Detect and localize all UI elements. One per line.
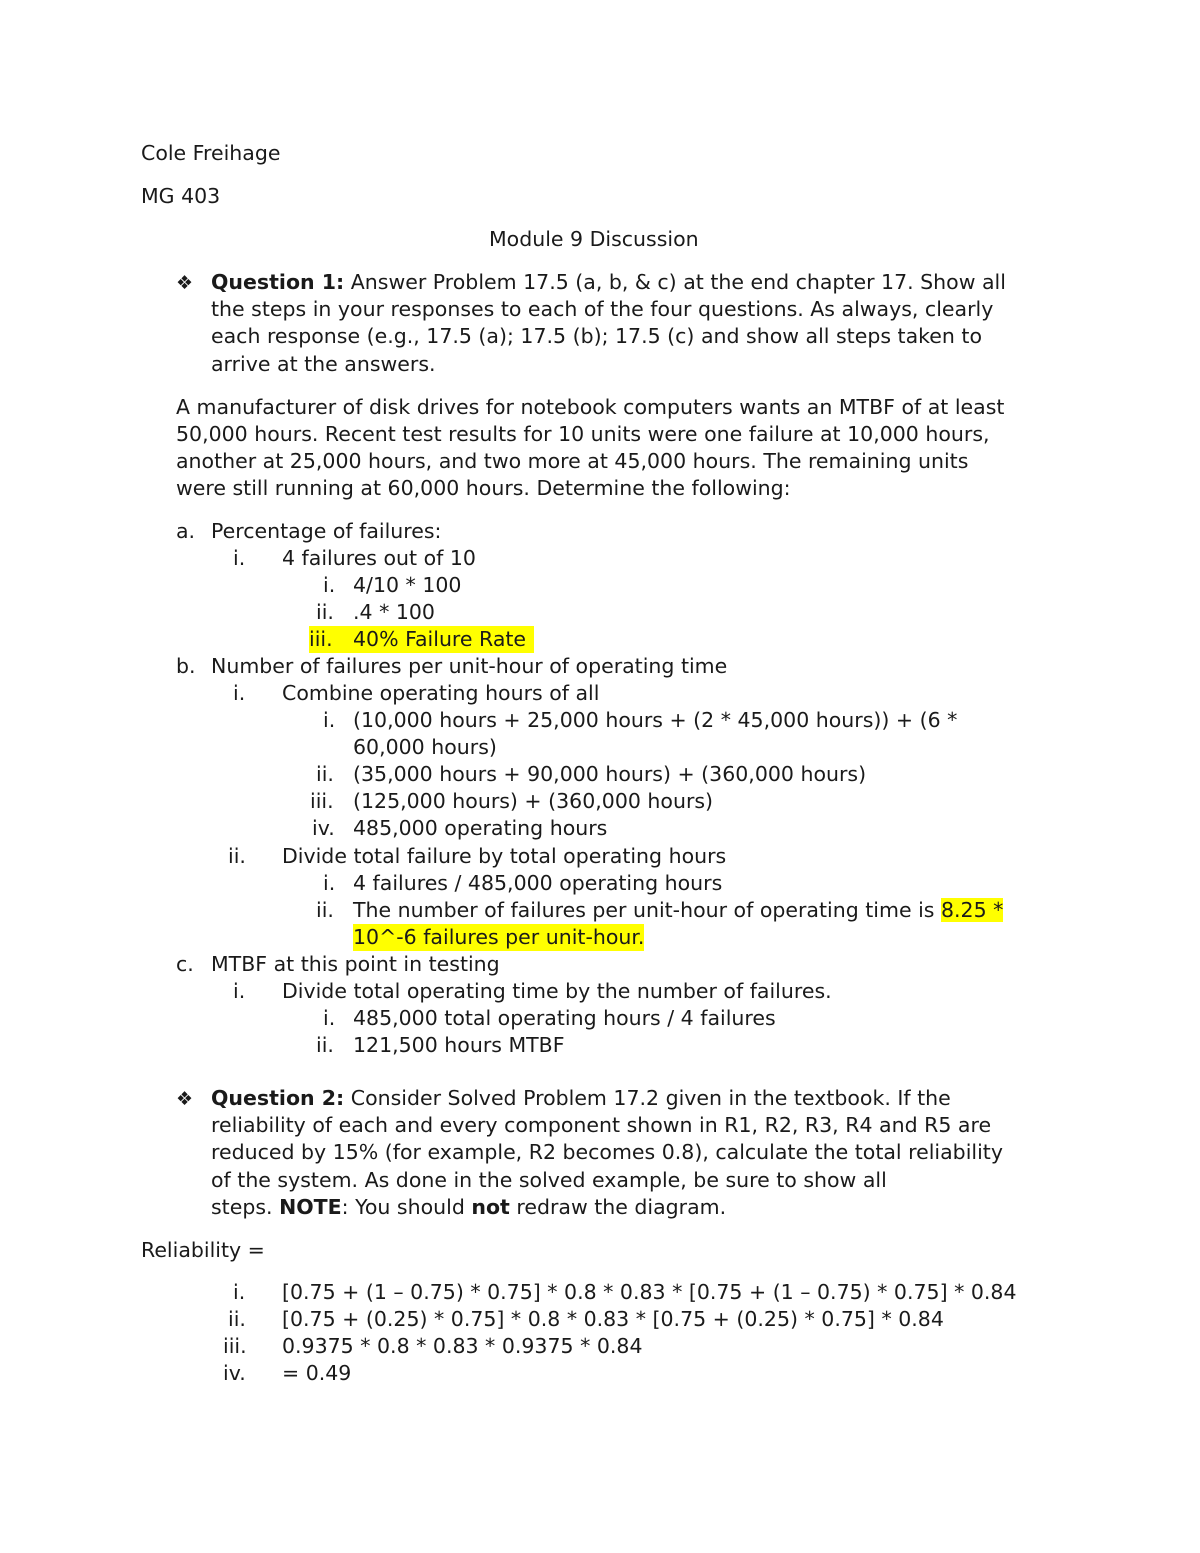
part-a-text: Percentage of failures: xyxy=(211,519,442,543)
part-b-step-text: (10,000 hours + 25,000 hours + (2 * 45,000 hours)) + (6 * xyxy=(353,708,958,732)
q1-prompt-line-1: Question 1: Answer Problem 17.5 (a, b, & c) at the end chapter 17. Show all xyxy=(211,270,1006,294)
q1-prompt-line-3: each response (e.g., 17.5 (a); 17.5 (b); 17.5 (c) and show all steps taken to xyxy=(211,324,982,348)
part-a-step-marker: ii. xyxy=(316,600,334,624)
author-name: Cole Freihage xyxy=(141,141,281,165)
part-b-step-marker: ii. xyxy=(316,762,334,786)
part-b-step-text: (125,000 hours) + (360,000 hours) xyxy=(353,789,714,813)
failure-rate-result xyxy=(309,626,534,653)
q2-line-1: Question 2: Consider Solved Problem 17.2 given in the textbook. If the xyxy=(211,1086,951,1110)
part-b-i-marker: i. xyxy=(233,681,246,705)
part-a-step-marker: i. xyxy=(323,573,336,597)
reliability-step-marker: ii. xyxy=(228,1307,246,1331)
q1-label: Question 1: xyxy=(211,270,345,294)
q2-line-2: reliability of each and every component shown in R1, R2, R3, R4 and R5 are xyxy=(211,1113,992,1137)
reliability-step-marker: iv. xyxy=(223,1361,246,1385)
part-b-step-marker: i. xyxy=(323,708,336,732)
diamond-bullet-icon: ❖ xyxy=(176,1088,194,1110)
part-b-marker: b. xyxy=(176,654,196,678)
not-emphasis: not xyxy=(471,1195,510,1219)
part-a-i-text: 4 failures out of 10 xyxy=(282,546,476,570)
part-a-i-marker: i. xyxy=(233,546,246,570)
failure-rate-highlight: 8.25 * xyxy=(940,898,1004,922)
part-a-marker: a. xyxy=(176,519,196,543)
part-b-step-text: 4 failures / 485,000 operating hours xyxy=(353,871,723,895)
part-b-step-marker: i. xyxy=(323,871,336,895)
reliability-step-marker: i. xyxy=(233,1280,246,1304)
problem-line-3: another at 25,000 hours, and two more at 45,000 hours. The remaining units xyxy=(176,449,969,473)
q1-prompt-line-2: the steps in your responses to each of the four questions. As always, clearly xyxy=(211,297,994,321)
q2-line-3: reduced by 15% (for example, R2 becomes 0.8), calculate the total reliability xyxy=(211,1140,1003,1164)
problem-line-4: were still running at 60,000 hours. Determine the following: xyxy=(176,476,791,500)
page-title: Module 9 Discussion xyxy=(489,227,699,251)
part-a-step-text: 40% Failure Rate xyxy=(353,627,527,651)
reliability-step-text: [0.75 + (0.25) * 0.75] * 0.8 * 0.83 * [0.75 + (0.25) * 0.75] * 0.84 xyxy=(282,1307,944,1331)
q2-label: Question 2: xyxy=(211,1086,345,1110)
part-b-step-marker: ii. xyxy=(316,898,334,922)
part-c-text: MTBF at this point in testing xyxy=(211,952,500,976)
course-code: MG 403 xyxy=(141,184,221,208)
part-c-marker: c. xyxy=(176,952,194,976)
part-c-i-text: Divide total operating time by the number of failures. xyxy=(282,979,832,1003)
part-b-step-marker: iv. xyxy=(312,816,335,840)
reliability-label: Reliability = xyxy=(141,1238,265,1262)
part-c-step-text: 485,000 total operating hours / 4 failures xyxy=(353,1006,776,1030)
part-c-step-text: 121,500 hours MTBF xyxy=(353,1033,565,1057)
part-b-step-text: The number of failures per unit-hour of operating time is 8.25 * xyxy=(353,898,1004,922)
failure-rate-highlight-cont: 10^-6 failures per unit-hour. xyxy=(353,925,645,949)
q2-line-4: of the system. As done in the solved example, be sure to show all xyxy=(211,1168,887,1192)
diamond-bullet-icon: ❖ xyxy=(176,272,194,294)
part-b-ii-marker: ii. xyxy=(228,844,246,868)
reliability-step-marker: iii. xyxy=(223,1334,247,1358)
reliability-step-text: = 0.49 xyxy=(282,1361,352,1385)
q1-prompt-line-4: arrive at the answers. xyxy=(211,352,436,376)
part-b-step-text-cont: 60,000 hours) xyxy=(353,735,497,759)
part-b-step-marker: iii. xyxy=(310,789,334,813)
part-b-ii-text: Divide total failure by total operating hours xyxy=(282,844,727,868)
problem-line-2: 50,000 hours. Recent test results for 10 units were one failure at 10,000 hours, xyxy=(176,422,990,446)
part-c-step-marker: i. xyxy=(323,1006,336,1030)
part-b-text: Number of failures per unit-hour of operating time xyxy=(211,654,728,678)
part-b-step-text: (35,000 hours + 90,000 hours) + (360,000 hours) xyxy=(353,762,867,786)
part-b-step-text: 485,000 operating hours xyxy=(353,816,608,840)
q2-line-5: steps. NOTE: You should not redraw the diagram. xyxy=(211,1195,727,1219)
reliability-step-text: 0.9375 * 0.8 * 0.83 * 0.9375 * 0.84 xyxy=(282,1334,643,1358)
part-a-step-text: .4 * 100 xyxy=(353,600,435,624)
part-c-step-marker: ii. xyxy=(316,1033,334,1057)
note-label: NOTE xyxy=(279,1195,342,1219)
part-c-i-marker: i. xyxy=(233,979,246,1003)
part-a-step-text: 4/10 * 100 xyxy=(353,573,462,597)
reliability-step-text: [0.75 + (1 – 0.75) * 0.75] * 0.8 * 0.83 * [0.75 + (1 – 0.75) * 0.75] * 0.84 xyxy=(282,1280,1017,1304)
problem-line-1: A manufacturer of disk drives for notebook computers wants an MTBF of at least xyxy=(176,395,1005,419)
part-a-step-marker: iii. xyxy=(309,627,333,651)
part-b-i-text: Combine operating hours of all xyxy=(282,681,600,705)
